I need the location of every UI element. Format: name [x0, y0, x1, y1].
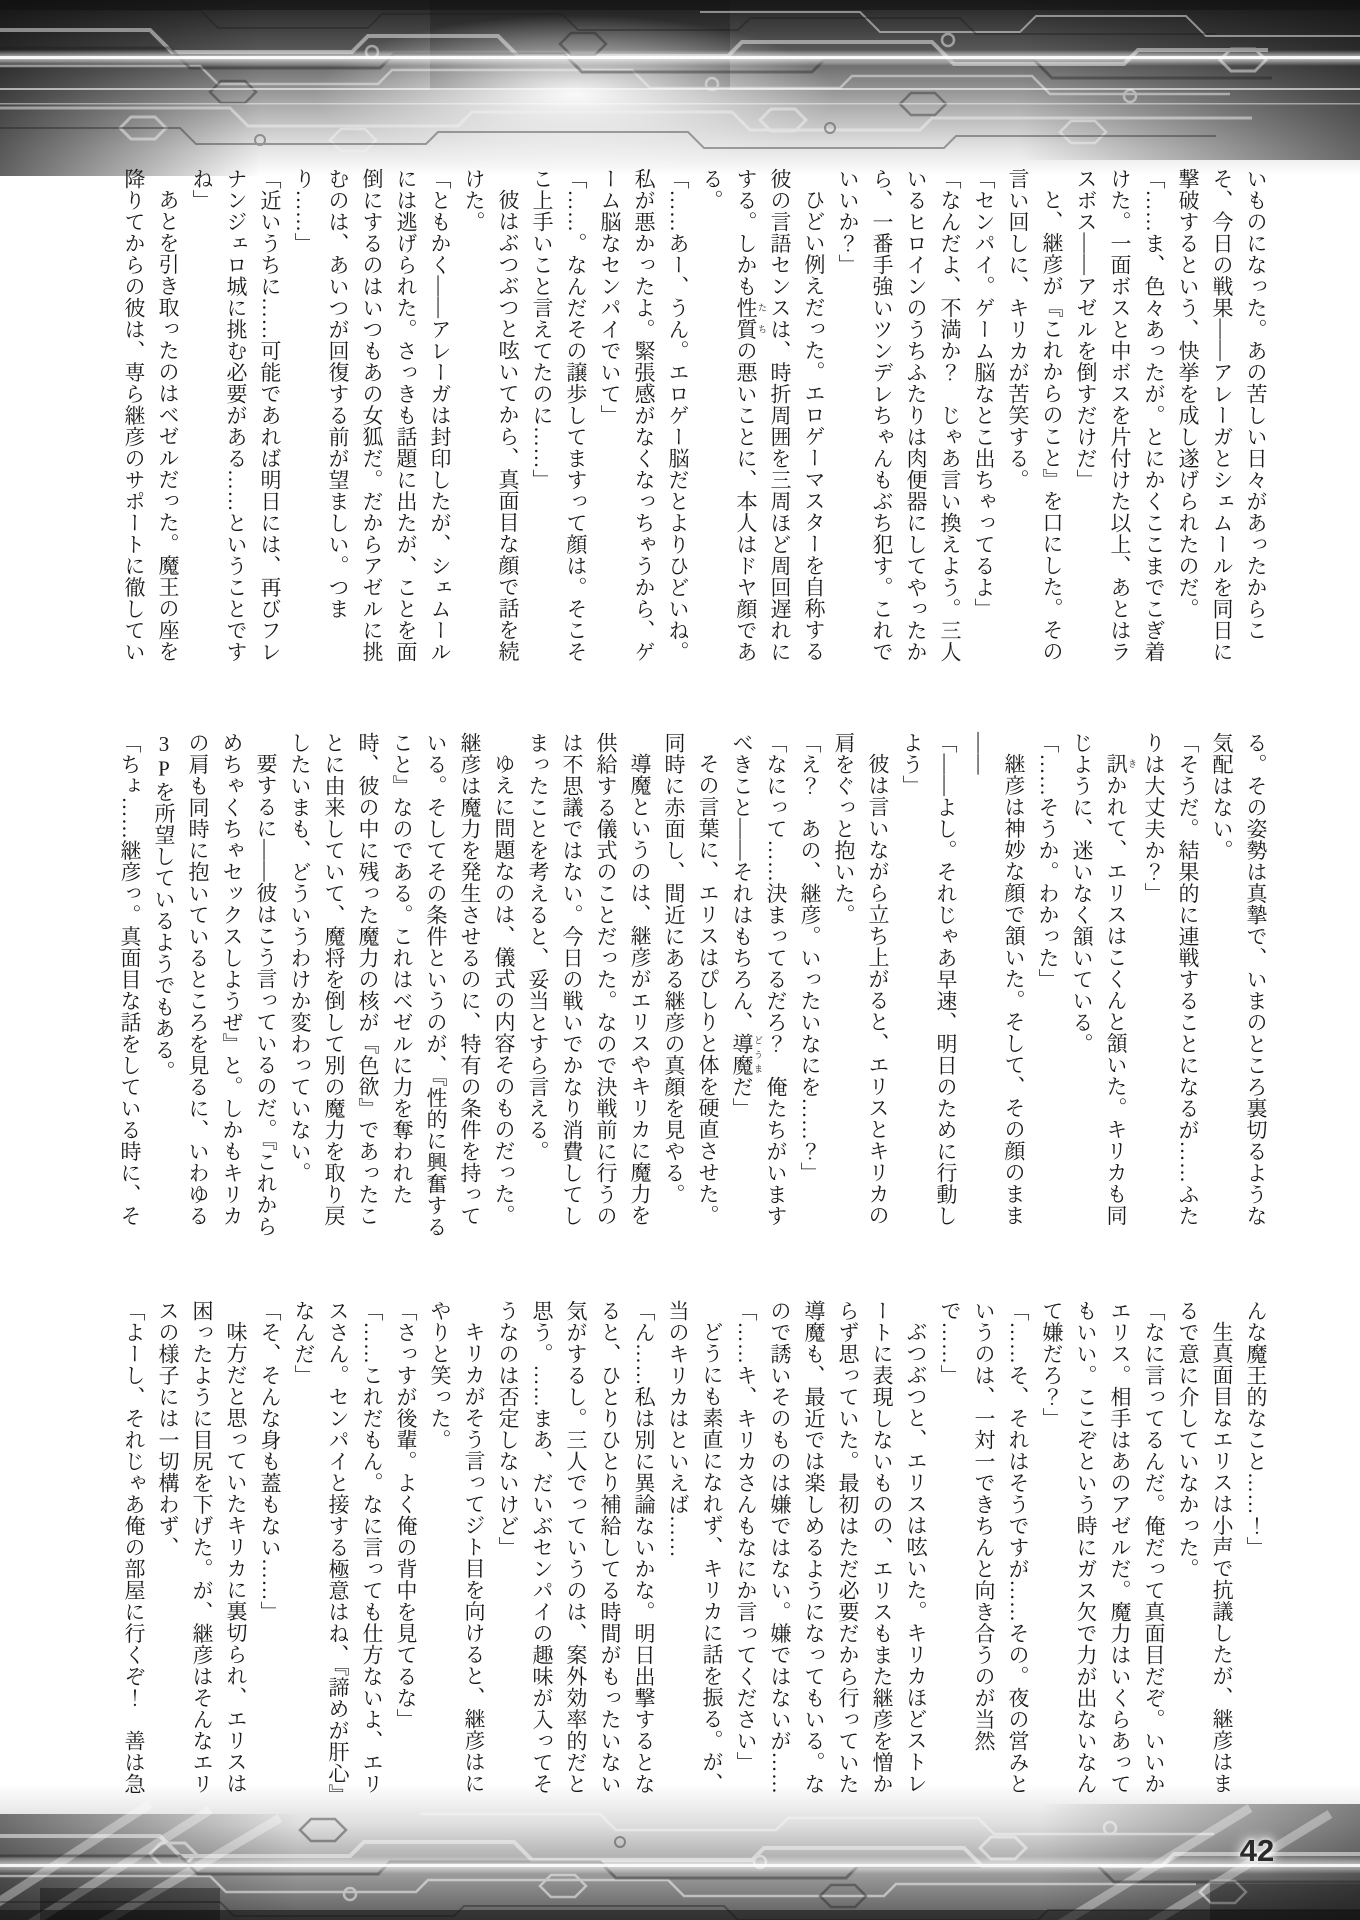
paragraph: 「センパイ。ゲーム脳なとこ出ちゃってるよ」 [972, 168, 996, 620]
paragraph: その言葉に、エリスはぴしりと体を硬直させた。同時に赤面し、間近にある継彦の真顔を見やる。 [662, 732, 720, 1226]
paragraph: キリカがそう言ってジト目を向けると、継彦はにやりと笑った。 [428, 1300, 486, 1794]
paragraph: 「そうだ。結果的に連戦することになるが……ふたりは大丈夫か？」 [1142, 732, 1200, 1227]
ruby-annotated-word: 導魔 どうま [730, 1033, 763, 1076]
paragraph: 「……そうか。わかった」 [1036, 732, 1060, 990]
paragraph: ゆえに問題なのは、儀式の内容そのものだった。継彦は魔力を発生させるのに、特有の条件を持っている。そしてその条件というのが、『性的に興奮すること』なのである。これはベゼルに力を奪われた時、彼の中に残った魔力の核が『色欲』であったことに由来していて、魔将を倒して別の魔力を取り戻したいまも、どういうわけか変わっていない。 [288, 732, 516, 1238]
paragraph: 「ともかく——アレーガは封印したが、シェムールには逃げられた。さっきも話題に出たが、ことを面倒にするのはいつもあの女狐だ。だからアゼルに挑むのは、あいつが回復する前が望ましい。つまり……」 [292, 168, 452, 663]
paragraph: 彼はぶつぶつと呟いてから、真面目な顔で話を続けた。 [462, 168, 520, 662]
paragraph: 要するに——彼はこう言っているのだ。『これからめちゃくちゃセックスしようぜ』と。しかもキリカの肩も同時に抱いているところを見るに、いわゆる3Pを所望しているようでもある。 [152, 732, 278, 1237]
paragraph: 「……。なんだその譲歩してますって顔は。そこそこ上手いこと言えてたのに……」 [530, 168, 588, 663]
paragraph: 「——よし。それじゃあ早速、明日のために行動しよう」 [900, 732, 958, 1227]
paragraph: ぶつぶつと、エリスは呟いた。キリカほどストレートに表現しないものの、エリスもまた継彦を憎からず思っていた。最初はただ必要だから行っていた導魔も、最近では楽しめるようになってもいる。なので誘いそのものは嫌ではない。嫌ではないが…… [768, 1300, 928, 1795]
paragraph: 「……あー、うん。エロゲー脳だとよりひどいね。私が悪かったよ。緊張感がなくなっちゃうから、ゲーム脳なセンパイでいて」 [598, 168, 690, 663]
paragraph: ひどい例えだった。エロゲーマスターを自称する彼の言語センスは、時折周囲を三周ほど周回遅れにする。しかも性質 たちの悪いことに、本人はドヤ顔である。 [700, 168, 826, 663]
paragraph: 「……ま、色々あったが。とにかくここまでこぎ着けた。一面ボスと中ボスを片付けた以上、あとはラスボス——アゼルを倒すだけだ」 [1074, 168, 1166, 663]
paragraph: 「……これだもん。なに言っても仕方ないよ、エリスさん。センパイと接する極意はね、『諦めが肝心』なんだ」 [292, 1300, 384, 1806]
text-band-3 [93, 1300, 1273, 1812]
paragraph: 「なんだよ、不満か？ じゃあ言い換えよう。三人いるヒロインのうちふたりは肉便器にしてやったから、一番手強いツンデレちゃんもぶち犯す。これでいいか？」 [836, 168, 962, 663]
paragraph: 味方だと思っていたキリカに裏切られ、エリスは困ったように目尻を下げた。が、継彦はそんなエリスの様子には一切構わず、 [156, 1300, 248, 1795]
top-circuit-decoration [0, 0, 1360, 176]
paragraph: 「……キ、キリカさんもなにか言ってください」 [734, 1300, 758, 1773]
paragraph: 「ん……私は別に異論ないかな。明日出撃するとなると、ひとりひとり補給してる時間がもったいない気がするし。三人でっていうのは、案外効率的だと思う。……まあ、だいぶセンパイの趣味が入ってそうなのは否定しないけど」 [496, 1300, 656, 1795]
paragraph: る。その姿勢は真摯で、いまのところ裏切るような気配はない。 [1210, 732, 1268, 1227]
paragraph: と、継彦が『これからのこと』を口にした。その言い回しに、キリカが苦笑する。 [1006, 168, 1064, 662]
paragraph: 生真面目なエリスは小声で抗議したが、継彦はまるで意に介していなかった。 [1176, 1300, 1234, 1794]
paragraph: 「え？ あの、継彦。いったいなにを……？」 [798, 732, 822, 1184]
paragraph: 訊 きかれて、エリスはこくんと頷いた。キリカも同じように、迷いなく頷いている。 [1070, 732, 1137, 1226]
paragraph: 「よーし、それじゃあ俺の部屋に行くぞ！ 善は急 [122, 1300, 146, 1795]
paragraph: 「近いうちに……可能であれば明日には、再びフレナンジェロ城に挑む必要がある……ということですね」 [190, 168, 282, 663]
paragraph: 「なに言ってるんだ。俺だって真面目だぞ。いいかエリス。相手はあのアゼルだ。魔力はいくらあってもいい。ここぞという時にガス欠で力が出ないなんて嫌だろ？」 [1040, 1300, 1166, 1795]
paragraph: あとを引き取ったのはベゼルだった。魔王の座を降りてからの彼は、専ら継彦のサポートに徹してい [122, 168, 180, 663]
page-number: 42 [1239, 1833, 1275, 1868]
paragraph: んな魔王的なこと……！」 [1244, 1300, 1268, 1558]
paragraph: 導魔というのは、継彦がエリスやキリカに魔力を供給する儀式のことだった。なので決戦前に行うのは不思議ではない。今日の戦いでかなり消費してしまったことを考えると、妥当とすら言える。 [526, 732, 652, 1227]
text-band-1 [93, 168, 1273, 680]
paragraph: どうにも素直になれず、キリカに話を振る。が、当のキリカはといえば…… [666, 1300, 724, 1794]
paragraph: 彼は言いながら立ち上がると、エリスとキリカの肩をぐっと抱いた。 [832, 732, 890, 1226]
text-band-2 [93, 732, 1273, 1244]
paragraph: 「……そ、それはそうですが……その。夜の営みというのは、一対一できちんと向き合うのが当然で……」 [938, 1300, 1030, 1795]
paragraph: いものになった。あの苦しい日々があったからこそ、今日の戦果——アレーガとシェムールを同日に撃破するという、快挙を成し遂げられたのだ。 [1176, 168, 1268, 663]
upright-latin-text: 3P [152, 732, 176, 781]
paragraph: 「なにって……決まってるだろ？ 俺たちがいますべきこと——それはもちろん、導魔 どうまだ」 [730, 732, 788, 1227]
ruby-annotated-word: 性質 たち [734, 297, 767, 340]
paragraph: 「そ、そんな身も蓋もない……」 [258, 1300, 282, 1623]
paragraph: 「さっすが後輩。よく俺の背中を見てるな」 [394, 1300, 418, 1730]
paragraph: 「ちょ……継彦っ。真面目な話をしている時に、そ [118, 732, 142, 1227]
ruby-annotated-word: 訊 き [1104, 753, 1137, 775]
paragraph: 継彦は神妙な顔で頷いた。そして、その顔のまま—— [968, 732, 1026, 1226]
